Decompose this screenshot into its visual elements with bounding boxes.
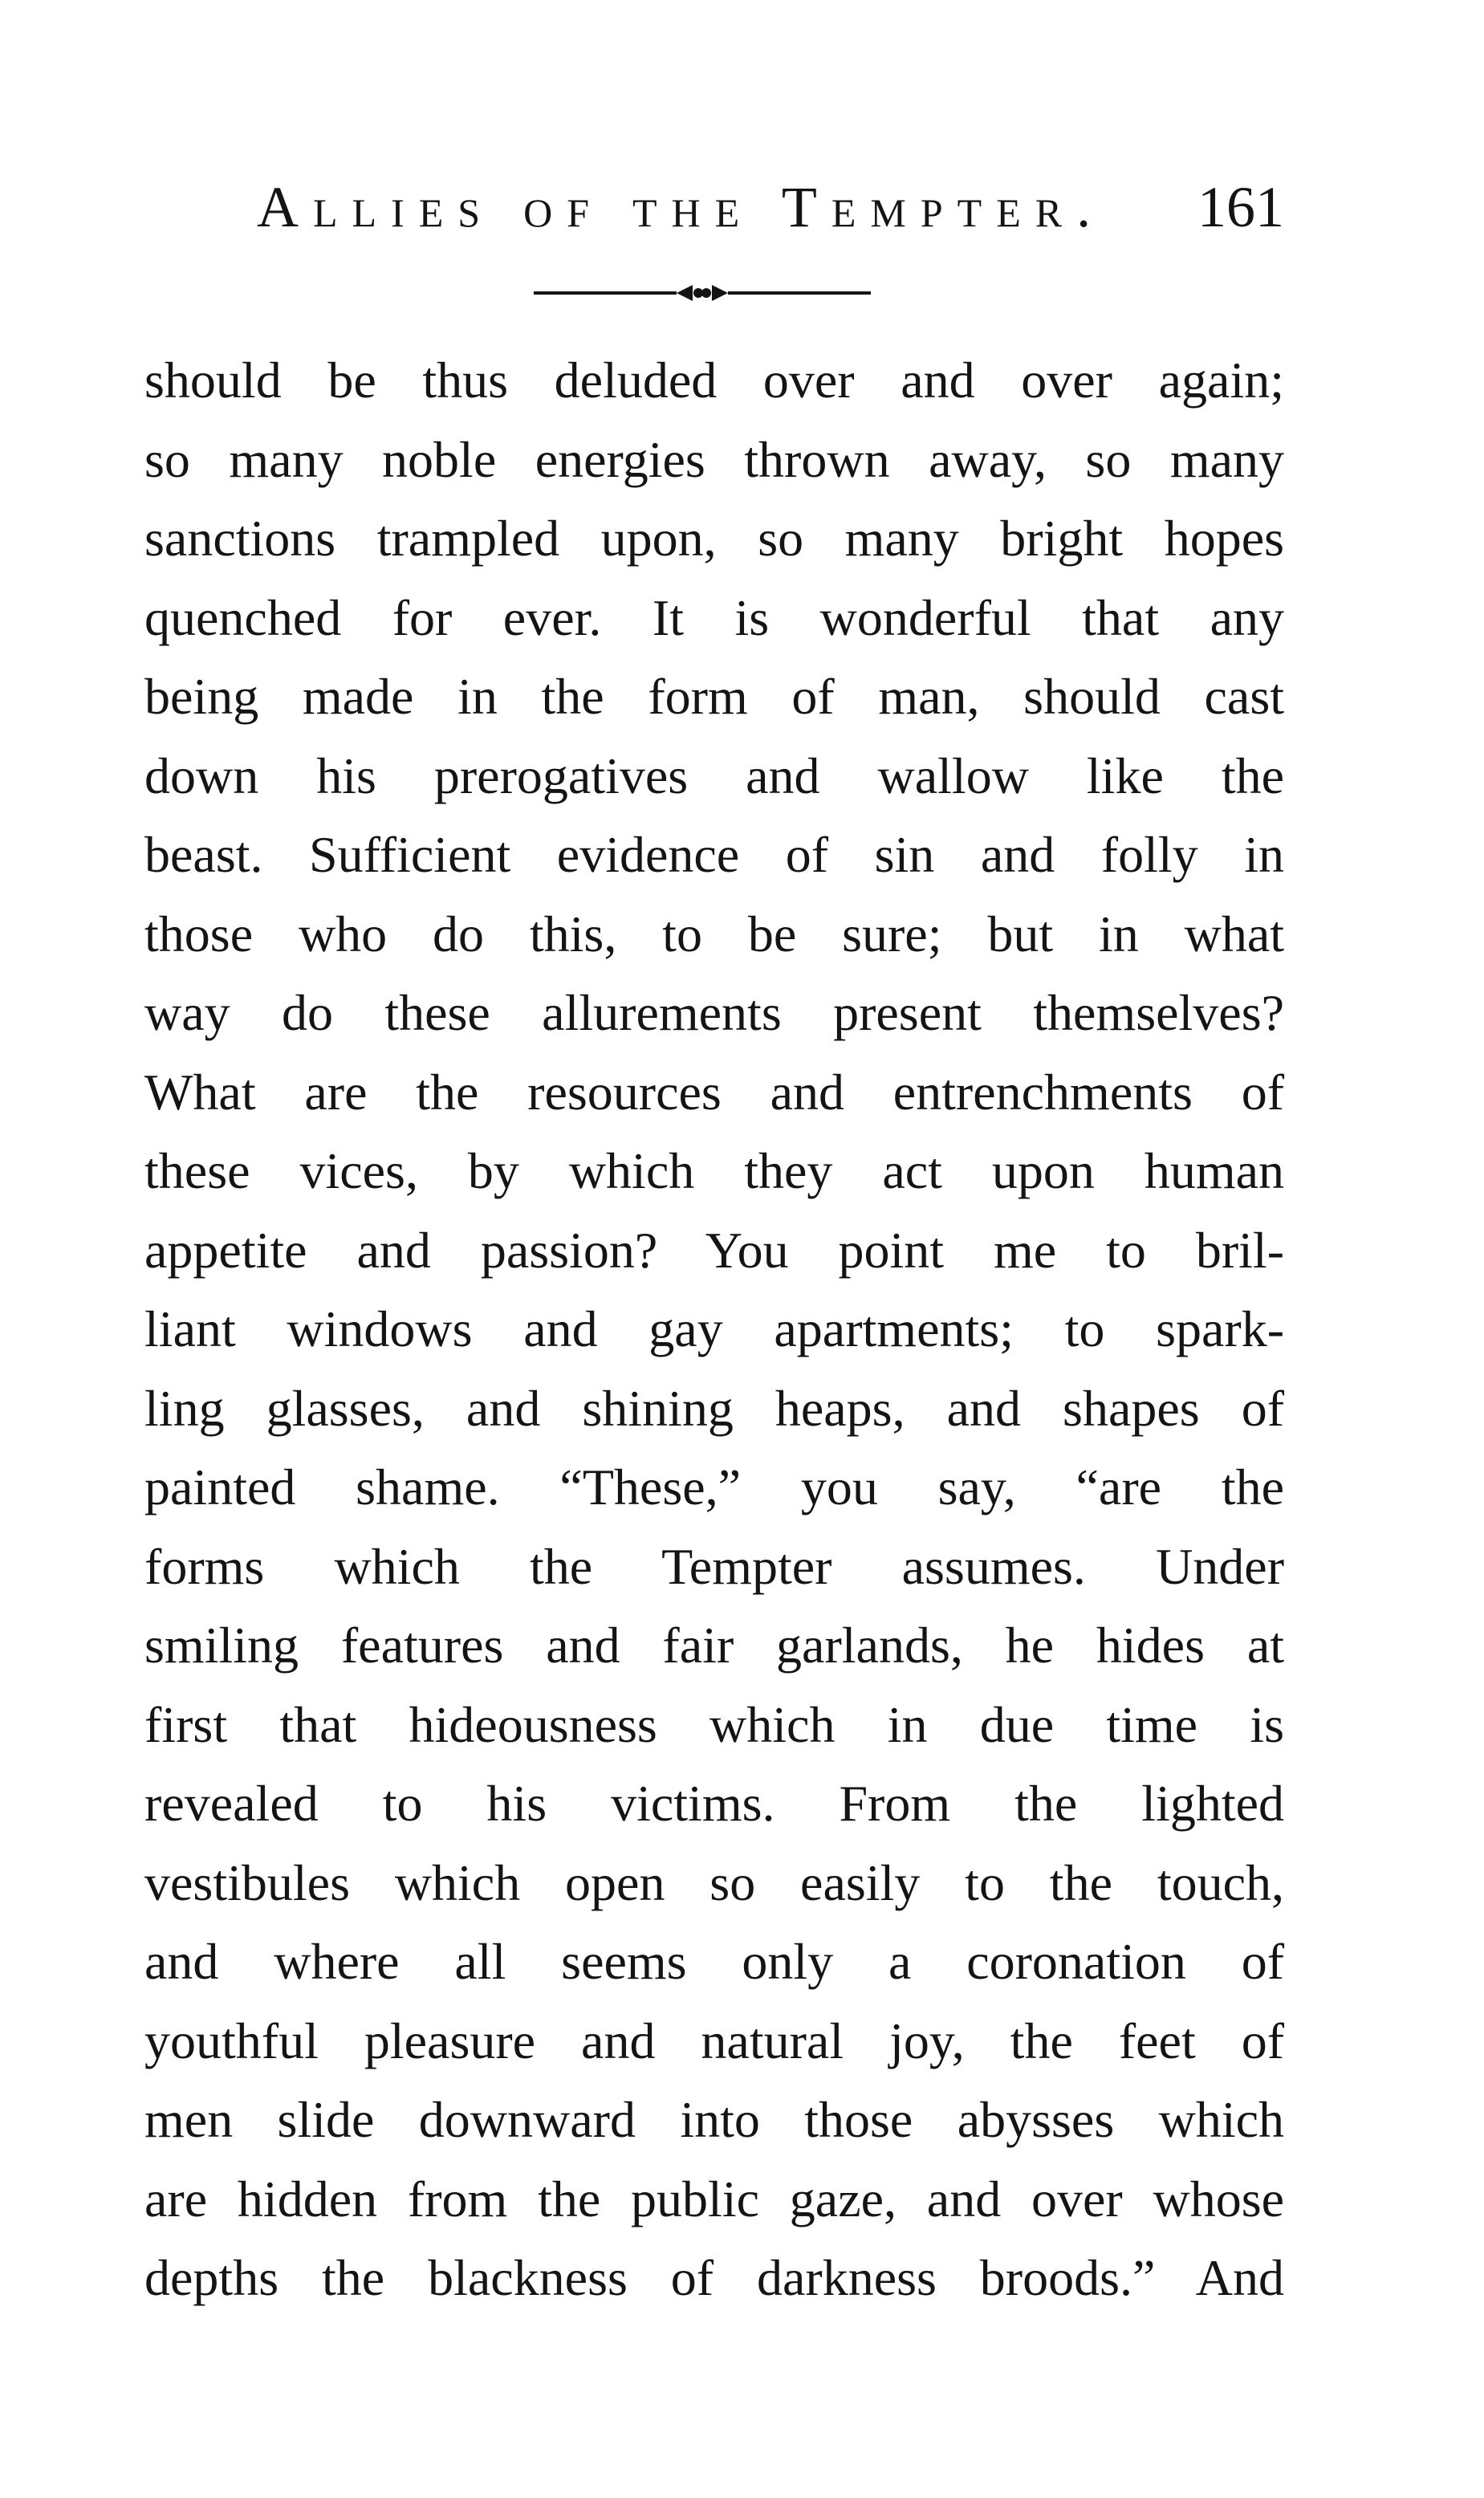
body-text	[144, 341, 1284, 2318]
text-line: forms which the Tempter assumes. Under	[144, 1537, 1284, 1595]
text-line: liant windows and gay apartments; to spark-	[144, 1300, 1284, 1357]
text-line: ling glasses, and shining heaps, and shapes of	[144, 1379, 1284, 1437]
text-line: vestibules which open so easily to the touch,	[144, 1853, 1284, 1911]
text-line: so many noble energies thrown away, so many	[144, 430, 1284, 488]
text-line: and where all seems only a coronation of	[144, 1933, 1284, 1990]
page-header	[144, 170, 1284, 258]
text-line: should be thus deluded over and over again;	[144, 352, 1284, 409]
text-line: appetite and passion? You point me to bril-	[144, 1221, 1284, 1279]
text-line: these vices, by which they act upon human	[144, 1142, 1284, 1199]
page-number: 161	[1197, 175, 1284, 239]
text-line: being made in the form of man, should cast	[144, 668, 1284, 725]
text-line: sanctions trampled upon, so many bright hopes	[144, 510, 1284, 567]
text-line: down his prerogatives and wallow like the	[144, 747, 1284, 804]
text-line: painted shame. “These,” you say, “are the	[144, 1459, 1284, 1515]
text-line: first that hideousness which in due time is	[144, 1695, 1284, 1753]
text-line: depths the blackness of darkness broods.” And	[144, 2249, 1284, 2306]
text-line: revealed to his victims. From the lighted	[144, 1775, 1284, 1832]
text-line: smiling features and fair garlands, he hides at	[144, 1617, 1284, 1674]
text-line: men slide downward into those abysses which	[144, 2091, 1284, 2148]
double-arrow-rule-icon	[534, 277, 871, 309]
text-line: What are the resources and entrenchments of	[144, 1063, 1284, 1121]
text-line: quenched for ever. It is wonderful that any	[144, 588, 1284, 646]
text-line: beast. Sufficient evidence of sin and folly in	[144, 826, 1284, 883]
text-line: are hidden from the public gaze, and over whose	[144, 2170, 1284, 2227]
text-line: youthful pleasure and natural joy, the feet of	[144, 2012, 1284, 2069]
text-line: way do these allurements present themselves?	[144, 984, 1284, 1041]
text-line: those who do this, to be sure; but in what	[144, 905, 1284, 962]
running-title: Allies of the Tempter.	[257, 175, 1106, 239]
